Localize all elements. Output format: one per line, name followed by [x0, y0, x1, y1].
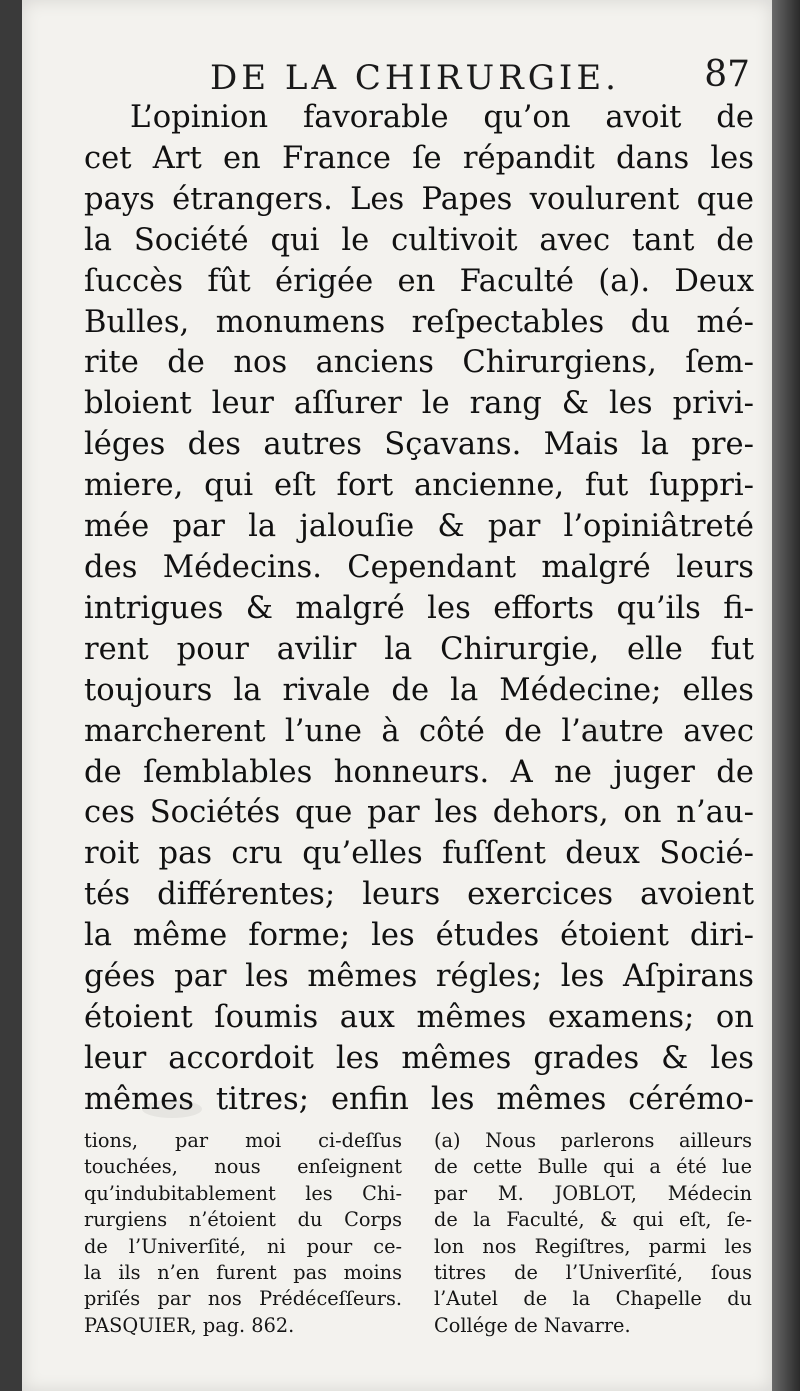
text-line: miere, qui eſt fort ancienne, fut ſuppri-	[84, 468, 754, 504]
text-line: leur accordoit les mêmes grades & les	[84, 1040, 754, 1076]
text-line: rite de nos anciens Chirurgiens, ſem-	[84, 345, 754, 381]
footnote-line: touchées, nous enſeignent	[84, 1155, 402, 1179]
book-page	[22, 0, 772, 1391]
text-line: marcherent l’une à côté de l’autre avec	[84, 713, 754, 749]
text-line: ſuccès fût érigée en Faculté (a). Deux	[84, 263, 754, 299]
text-line: roit pas cru qu’elles fuſſent deux Socié-	[84, 836, 754, 872]
text-line: L’opinion favorable qu’on avoit de	[130, 100, 754, 135]
footnote-line: de l’Univerſité, ni pour ce-	[84, 1234, 402, 1258]
page-number: 87	[704, 54, 750, 95]
footnote-line: titres de l’Univerſité, ſous	[434, 1261, 752, 1285]
text-line: cet Art en France ſe répandit dans les	[84, 140, 754, 176]
footnote-line: de cette Bulle qui a été lue	[434, 1155, 752, 1179]
text-line: gées par les mêmes régles; les Aſpirans	[84, 959, 754, 995]
text-line: étoient ſoumis aux mêmes examens; on	[84, 999, 754, 1035]
footnote-line: par M. JOBLOT, Médecin	[434, 1181, 752, 1205]
text-line: pays étrangers. Les Papes voulurent que	[84, 181, 754, 217]
text-line: des Médecins. Cependant malgré leurs	[84, 549, 754, 585]
footnote-line: priſés par nos Prédéceſſeurs.	[84, 1287, 402, 1311]
text-line: mêmes titres; enfin les mêmes cérémo-	[84, 1081, 754, 1117]
footnotes	[84, 1128, 760, 1358]
page-header	[172, 52, 762, 102]
footnote-line: la ils n’en furent pas moins	[84, 1261, 402, 1285]
footnote-line: (a) Nous parlerons ailleurs	[434, 1129, 752, 1152]
text-line: la Société qui le cultivoit avec tant de	[84, 222, 754, 258]
text-line: mée par la jalouſie & par l’opiniâtreté	[84, 509, 754, 545]
page-edge-shadow	[772, 0, 800, 1391]
text-line: toujours la rivale de la Médecine; elles	[84, 672, 754, 708]
text-line: ces Sociétés que par les dehors, on n’au-	[84, 795, 754, 831]
text-line: intrigues & malgré les efforts qu’ils fi-	[84, 590, 754, 626]
main-text	[84, 98, 754, 1121]
footnote-line: rurgiens n’étoient du Corps	[84, 1208, 402, 1232]
footnote-line: de la Faculté, & qui eſt, ſe-	[434, 1208, 752, 1232]
text-line: rent pour avilir la Chirurgie, elle fut	[84, 631, 754, 667]
text-line: de ſemblables honneurs. A ne juger de	[84, 754, 754, 790]
footnote-left	[84, 1128, 402, 1339]
text-line: Bulles, monumens reſpectables du mé-	[84, 304, 754, 340]
footnote-line: l’Autel de la Chapelle du	[434, 1287, 752, 1311]
text-line: léges des autres Sçavans. Mais la pre-	[84, 427, 754, 463]
text-line: bloient leur aſſurer le rang & les privi-	[84, 386, 754, 422]
text-line: tés différentes; leurs exercices avoient	[84, 877, 754, 913]
footnote-line: tions, par moi ci-deſſus	[84, 1129, 402, 1152]
footnote-line: Collége de Navarre.	[434, 1313, 631, 1337]
running-title: DE LA CHIRURGIE.	[210, 58, 620, 98]
footnote-line: PASQUIER, pag. 862.	[84, 1313, 295, 1337]
footnote-line: qu’indubitablement les Chi-	[84, 1181, 402, 1205]
footnote-line: lon nos Regiſtres, parmi les	[434, 1234, 752, 1258]
footnote-right	[434, 1128, 752, 1339]
text-line: la même forme; les études étoient diri-	[84, 918, 754, 954]
